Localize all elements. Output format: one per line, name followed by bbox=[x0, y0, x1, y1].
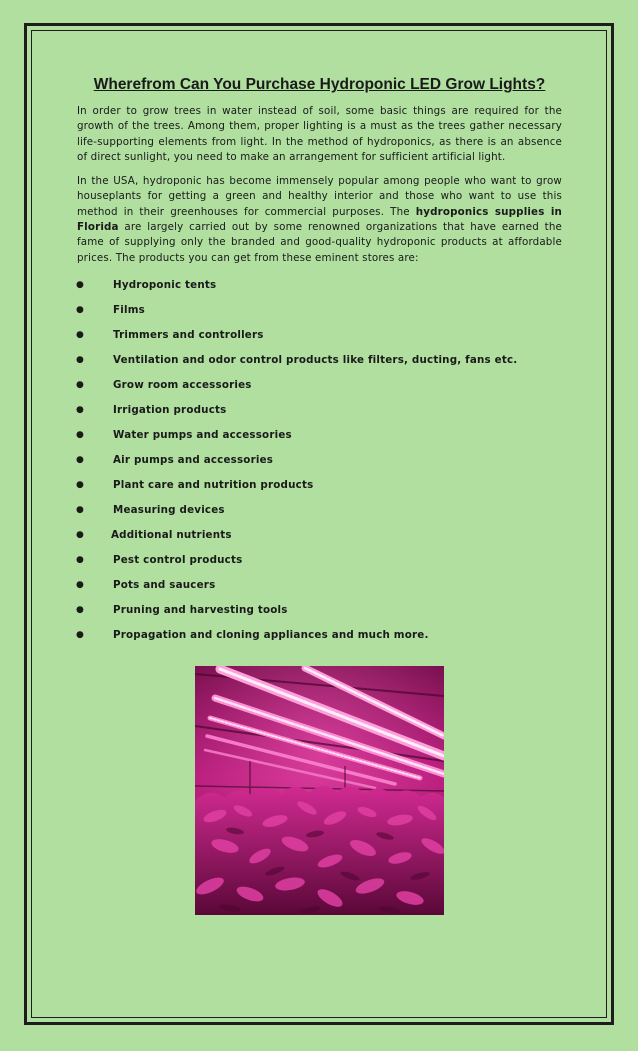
list-item-label: Trimmers and controllers bbox=[113, 328, 264, 341]
list-item-label: Hydroponic tents bbox=[113, 278, 217, 291]
document-body bbox=[77, 75, 562, 648]
list-item-label: Ventilation and odor control products like filters, ducting, fans etc. bbox=[113, 353, 518, 366]
list-item bbox=[77, 498, 562, 523]
bullet-icon: ● bbox=[76, 479, 85, 490]
usa-paragraph-text-end: are largely carried out by some renowned organizations that have earned the fame of supplying only the branded and good-quality hydroponic products at affordable prices. The products you can get from these eminent stores are: bbox=[77, 221, 562, 264]
list-item bbox=[77, 523, 562, 548]
list-item bbox=[77, 623, 562, 648]
bullet-icon: ● bbox=[76, 454, 85, 465]
list-item bbox=[77, 373, 562, 398]
list-item-label: Irrigation products bbox=[113, 403, 227, 416]
product-list bbox=[77, 273, 562, 648]
document-title: Wherefrom Can You Purchase Hydroponic LED Grow Lights? bbox=[93, 76, 546, 93]
list-item-label: Pest control products bbox=[113, 553, 243, 566]
list-item bbox=[77, 423, 562, 448]
intro-paragraph: In order to grow trees in water instead of soil, some basic things are required for the growth of the trees. Among them, proper lighting is a must as the trees gather necessary life-supporting elements from light. In the method of hydroponics, as there is an absence of direct sunlight, you need to make an arrangement for sufficient artificial light. bbox=[77, 105, 562, 163]
list-item-label: Grow room accessories bbox=[113, 378, 252, 391]
bullet-icon: ● bbox=[76, 629, 85, 640]
list-item bbox=[77, 548, 562, 573]
list-item-label: Air pumps and accessories bbox=[113, 453, 274, 466]
bullet-icon: ● bbox=[76, 579, 85, 590]
bullet-icon: ● bbox=[76, 429, 85, 440]
list-item bbox=[77, 398, 562, 423]
list-item-label: Plant care and nutrition products bbox=[113, 478, 314, 491]
list-item-label: Propagation and cloning appliances and much more. bbox=[113, 628, 429, 641]
usa-paragraph bbox=[77, 174, 562, 266]
bullet-icon: ● bbox=[76, 404, 85, 415]
bullet-icon: ● bbox=[76, 604, 85, 615]
list-item bbox=[77, 573, 562, 598]
bullet-icon: ● bbox=[76, 554, 85, 565]
list-item-label: Pots and saucers bbox=[113, 578, 216, 591]
list-item bbox=[77, 273, 562, 298]
list-item bbox=[77, 323, 562, 348]
list-item bbox=[77, 348, 562, 373]
list-item bbox=[77, 598, 562, 623]
list-item-label: Measuring devices bbox=[113, 503, 225, 516]
list-item bbox=[77, 448, 562, 473]
led-grow-lights-photo bbox=[195, 666, 444, 915]
bullet-icon: ● bbox=[76, 304, 85, 315]
bullet-icon: ● bbox=[76, 379, 85, 390]
florida-supplies-highlight: hydroponics supplies in Florida bbox=[77, 205, 562, 234]
list-item-label: Water pumps and accessories bbox=[113, 428, 292, 441]
list-item bbox=[77, 473, 562, 498]
bullet-icon: ● bbox=[76, 329, 85, 340]
bullet-icon: ● bbox=[76, 279, 85, 290]
usa-paragraph-text-start: In the USA, hydroponic has become immensely popular among people who want to grow houseplants for getting a green and healthy interior and those who want to use this method in their greenhouses for commercial purposes. The bbox=[77, 175, 562, 218]
list-item-label: Films bbox=[113, 303, 145, 316]
list-item-label: Additional nutrients bbox=[111, 528, 232, 541]
bullet-icon: ● bbox=[76, 529, 85, 540]
list-item bbox=[77, 298, 562, 323]
bullet-icon: ● bbox=[76, 354, 85, 365]
bullet-icon: ● bbox=[76, 504, 85, 515]
list-item-label: Pruning and harvesting tools bbox=[113, 603, 288, 616]
